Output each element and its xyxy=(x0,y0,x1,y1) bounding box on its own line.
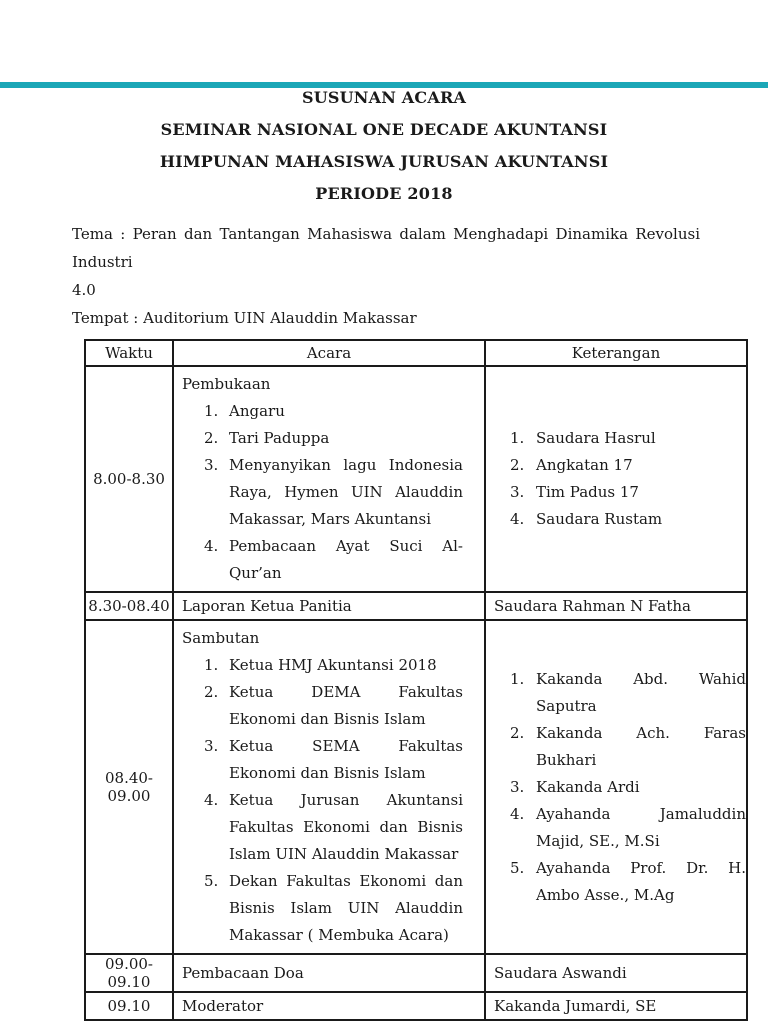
acara-section-title: Pembukaan xyxy=(182,375,271,393)
waktu-cell: 08.40-09.00 xyxy=(85,620,173,954)
keterangan-item: Angkatan 17 xyxy=(536,456,633,474)
tema-line: Tema : Peran dan Tantangan Mahasiswa dalam Menghadapi Dinamika Revolusi Industri xyxy=(72,225,700,271)
acara-cell: Moderator xyxy=(173,992,485,1020)
waktu-cell: 8.30-08.40 xyxy=(85,592,173,620)
title-line-1: SUSUNAN ACARA xyxy=(301,88,467,107)
schedule-table xyxy=(84,339,748,1021)
keterangan-cell: Saudara Rahman N Fatha xyxy=(485,592,747,620)
keterangan-item: Kakanda Abd. Wahid Saputra xyxy=(536,669,746,715)
waktu-cell: 09.00-09.10 xyxy=(85,954,173,992)
tempat-line: Tempat : Auditorium UIN Alauddin Makassar xyxy=(72,309,417,327)
title-line-4: PERIODE 2018 xyxy=(315,184,453,203)
tema-line-continuation: 4.0 xyxy=(72,281,96,299)
table-row xyxy=(85,592,747,620)
acara-item-list xyxy=(204,652,463,949)
table-row xyxy=(85,954,747,992)
top-edge-bar xyxy=(0,82,768,88)
table-header-row xyxy=(85,340,747,366)
keterangan-item: Tim Padus 17 xyxy=(536,483,639,501)
acara-section-title: Sambutan xyxy=(182,629,260,647)
title-line-3: HIMPUNAN MAHASISWA JURUSAN AKUNTANSI xyxy=(159,152,609,171)
table-row xyxy=(85,366,747,592)
acara-item: Ketua HMJ Akuntansi 2018 xyxy=(229,656,437,674)
acara-cell: Pembacaan Doa xyxy=(173,954,485,992)
acara-item: Menyanyikan lagu Indonesia Raya, Hymen UIN Alauddin Makassar, Mars Akuntansi xyxy=(229,456,463,528)
keterangan-item-list xyxy=(510,666,746,909)
acara-item: Pembacaan Ayat Suci Al-Qur’an xyxy=(229,537,463,582)
keterangan-item: Saudara Rustam xyxy=(536,510,663,528)
keterangan-item-list xyxy=(510,425,746,533)
keterangan-cell: Saudara Aswandi xyxy=(485,954,747,992)
acara-cell: Laporan Ketua Panitia xyxy=(173,592,485,620)
acara-cell xyxy=(173,620,485,954)
keterangan-item: Saudara Hasrul xyxy=(536,429,656,447)
column-header-acara: Acara xyxy=(173,340,485,366)
document-title xyxy=(0,82,768,210)
keterangan-item: Ayahanda Jamaluddin Majid, SE., M.Si xyxy=(536,804,746,850)
keterangan-item: Ayahanda Prof. Dr. H. Ambo Asse., M.Ag xyxy=(536,858,746,904)
waktu-cell: 09.10 xyxy=(85,992,173,1020)
acara-item: Ketua Jurusan Akuntansi Fakultas Ekonomi dan Bisnis Islam UIN Alauddin Makassar xyxy=(229,791,463,863)
keterangan-cell: Kakanda Jumardi, SE xyxy=(485,992,747,1020)
waktu-cell: 8.00-8.30 xyxy=(85,366,173,592)
column-header-waktu: Waktu xyxy=(85,340,173,366)
intro-block xyxy=(0,220,768,332)
acara-item: Ketua SEMA Fakultas Ekonomi dan Bisnis Islam xyxy=(229,737,463,782)
acara-item: Tari Paduppa xyxy=(229,429,330,447)
keterangan-cell xyxy=(485,620,747,954)
title-line-2: SEMINAR NASIONAL ONE DECADE AKUNTANSI xyxy=(160,120,608,139)
acara-cell xyxy=(173,366,485,592)
table-row xyxy=(85,620,747,954)
keterangan-item: Kakanda Ach. Faras Bukhari xyxy=(536,723,746,769)
acara-item: Angaru xyxy=(229,402,285,420)
table-row xyxy=(85,992,747,1020)
acara-item: Dekan Fakultas Ekonomi dan Bisnis Islam UIN Alauddin Makassar ( Membuka Acara) xyxy=(229,872,463,944)
column-header-keterangan: Keterangan xyxy=(485,340,747,366)
keterangan-item: Kakanda Ardi xyxy=(536,777,640,796)
keterangan-cell xyxy=(485,366,747,592)
acara-item-list xyxy=(204,398,463,587)
acara-item: Ketua DEMA Fakultas Ekonomi dan Bisnis Islam xyxy=(229,683,463,728)
